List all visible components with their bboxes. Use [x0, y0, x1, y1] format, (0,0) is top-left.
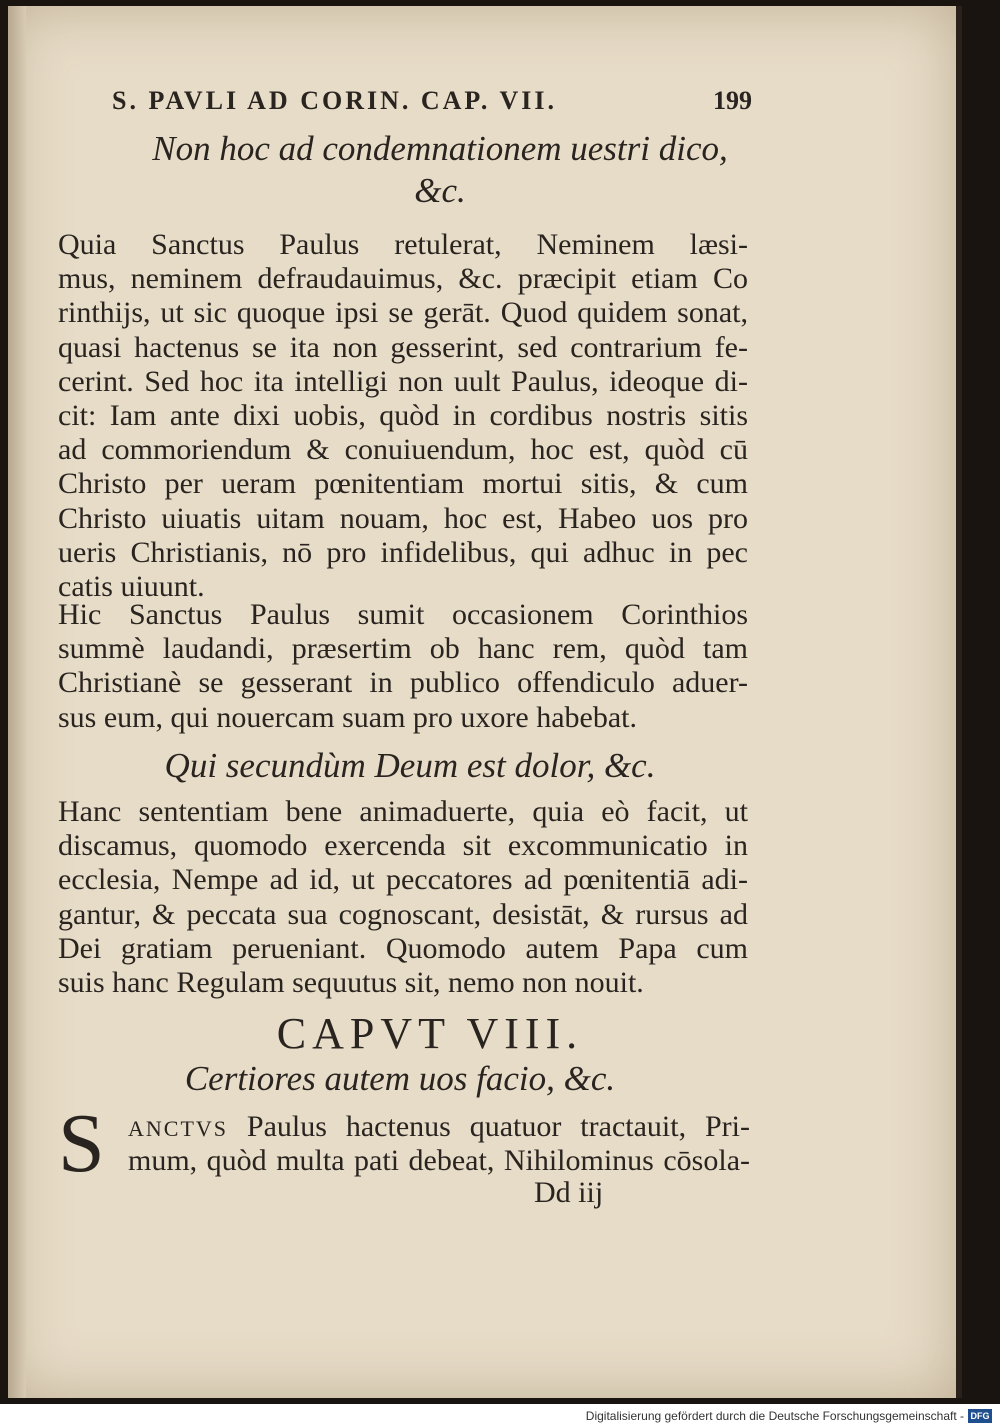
signature-mark: Dd iij — [534, 1176, 604, 1209]
text-line: Hanc sententiam bene animaduerte, quia eò facit, ut — [58, 795, 748, 828]
section-heading-1: Non hoc ad condemnationem uestri dico, &c. — [152, 129, 728, 210]
page-number: 199 — [713, 86, 752, 115]
text-line: Hic Sanctus Paulus sumit occasionem Corinthios — [58, 598, 748, 631]
text-line: sus eum, qui nouercam suam pro uxore habebat. — [58, 700, 638, 734]
text-line: cit: Iam ante dixi uobis, quòd in cordibus nostris sitis — [58, 399, 748, 433]
text-line: mus, neminem defraudauimus, &c. præcipit etiam Co — [58, 262, 748, 296]
text-line: Dei gratiam perueniant. Quomodo autem Papa cum — [58, 931, 748, 965]
running-head-title: S. PAVLI AD CORIN. CAP. VII. — [112, 86, 557, 115]
text-line: discamus, quomodo exercenda sit excommunicatio in — [58, 829, 748, 863]
text-line: mum, quòd multa pati debeat, Nihilominus cōsola- — [128, 1144, 750, 1177]
text-line: ecclesia, Nempe ad id, ut peccatores ad pœnitentiā adi- — [58, 863, 748, 897]
chapter-title: CAPVT VIII. — [276, 1009, 584, 1058]
section-heading-3: Certiores autem uos facio, &c. — [184, 1059, 616, 1098]
text-line: Christianè se gesserant in publico offendiculo aduer- — [58, 666, 748, 700]
text-line: Christo uiuatis uitam nouam, hoc est, Habeo uos pro — [58, 501, 748, 535]
text-line: rinthijs, ut sic quoque ipsi se gerāt. Quod quidem sonat, — [58, 296, 748, 330]
dfg-logo-icon: DFG — [968, 1409, 992, 1423]
running-head — [112, 86, 752, 116]
text-line: ueris Christianis, nō pro infidelibus, qui adhuc in pec — [58, 535, 748, 569]
small-caps-word: ANCTVS — [128, 1116, 229, 1141]
text-line: Quia Sanctus Paulus retulerat, Neminem læsi- — [58, 228, 748, 261]
text-line: cerint. Sed hoc ita intelligi non uult Paulus, ideoque di- — [58, 364, 748, 398]
text-line: suis hanc Regulam sequutus sit, nemo non nouit. — [58, 966, 644, 1000]
text-line-rest: Paulus hactenus quatuor tractauit, Pri- — [228, 1110, 750, 1143]
page-gutter — [8, 6, 26, 1398]
drop-capital: S — [58, 1097, 105, 1190]
digitization-footer — [586, 1406, 992, 1426]
text-line: ad commoriendum & conuiuendum, hoc est, quòd cū — [58, 433, 748, 467]
text-line — [128, 1110, 750, 1144]
text-line: summè laudandi, præsertim ob hanc rem, quòd tam — [58, 632, 748, 666]
section-heading-2: Qui secundùm Deum est dolor, &c. — [164, 746, 656, 785]
text-line: catis uiuunt. — [58, 570, 205, 604]
paragraph-3 — [58, 795, 748, 1000]
text-line: gantur, & peccata sua cognoscant, desistāt, & rursus ad — [58, 897, 748, 931]
paragraph-2 — [58, 598, 748, 735]
text-line: quasi hactenus se ita non gesserint, sed contrarium fe- — [58, 330, 748, 364]
text-line: Christo per ueram pœnitentiam mortui sitis, & cum — [58, 467, 748, 501]
paragraph-1 — [58, 228, 748, 604]
footer-text: Digitalisierung gefördert durch die Deutsche Forschungsgemeinschaft - — [585, 1409, 964, 1423]
